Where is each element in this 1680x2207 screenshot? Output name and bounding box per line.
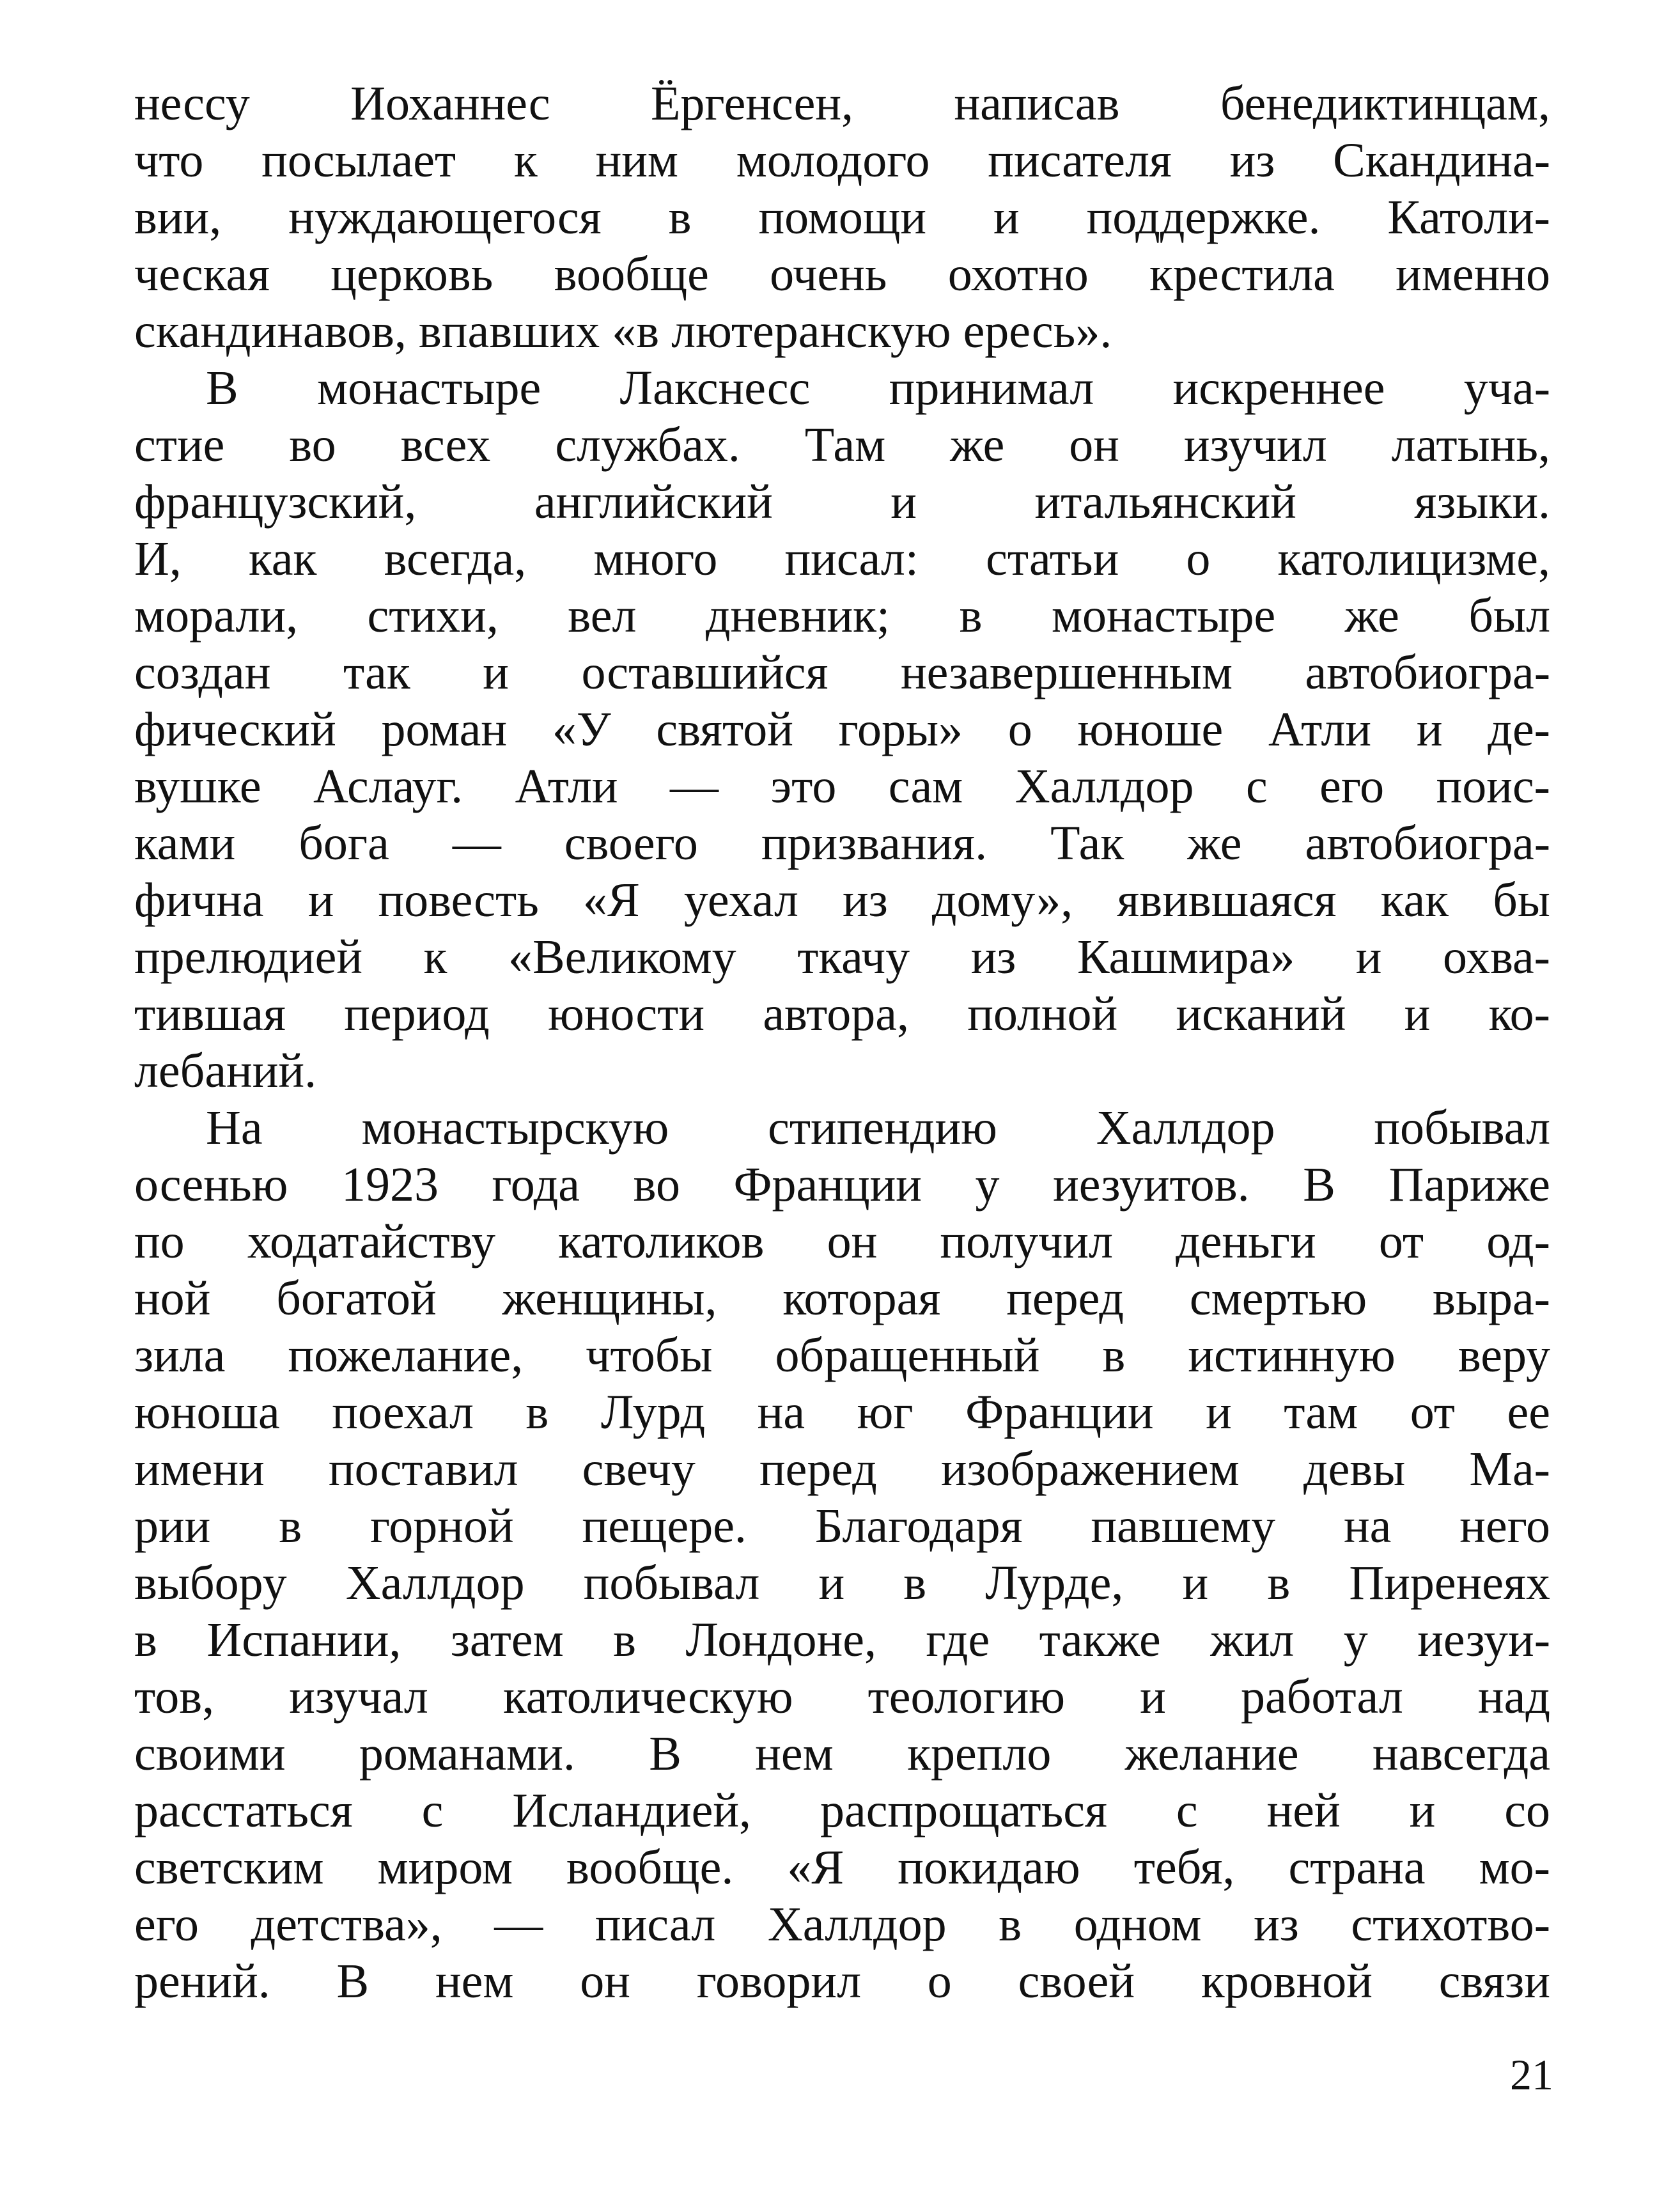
- text-line: прелюдией к «Великому ткачу из Кашмира» и охва-: [134, 930, 1550, 984]
- text-line: тившая период юности автора, полной исканий и ко-: [134, 987, 1550, 1041]
- text-line: имени поставил свечу перед изображением девы Ма-: [134, 1442, 1550, 1496]
- text-line: лебаний.: [134, 1044, 317, 1098]
- text-line: по ходатайству католиков он получил деньги от од-: [134, 1215, 1550, 1268]
- text-line: французский, английский и итальянский языки.: [134, 475, 1550, 529]
- page-text: [134, 75, 1550, 2010]
- text-line: вии, нуждающегося в помощи и поддержке. Католи-: [134, 191, 1550, 244]
- text-line: создан так и оставшийся незавершенным автобиогра-: [134, 646, 1550, 699]
- text-line: фический роман «У святой горы» о юноше Атли и де-: [134, 703, 1550, 756]
- text-line: В монастыре Лакснесс принимал искреннее уча-: [206, 361, 1550, 415]
- text-line: тов, изучал католическую теологию и работал над: [134, 1670, 1550, 1724]
- text-line: И, как всегда, много писал: статьи о католицизме,: [134, 532, 1550, 586]
- text-line: фична и повесть «Я уехал из дому», явившаяся как бы: [134, 873, 1550, 927]
- text-line: ками бога — своего призвания. Так же автобиогра-: [134, 816, 1550, 870]
- paragraph: [134, 75, 1550, 360]
- text-line: осенью 1923 года во Франции у иезуитов. В Париже: [134, 1158, 1550, 1212]
- text-line: ческая церковь вообще очень охотно крестила именно: [134, 247, 1550, 301]
- text-line: скандинавов, впавших «в лютеранскую ересь».: [134, 304, 1112, 358]
- paragraph: [134, 360, 1550, 1100]
- text-line: расстаться с Исландией, распрощаться с ней и со: [134, 1784, 1550, 1837]
- text-line: На монастырскую стипендию Халлдор побывал: [206, 1101, 1550, 1155]
- text-line: выбору Халлдор побывал и в Лурде, и в Пиренеях: [134, 1556, 1550, 1610]
- text-line: своими романами. В нем крепло желание навсегда: [134, 1727, 1550, 1781]
- text-line: рений. В нем он говорил о своей кровной связи: [134, 1954, 1550, 2008]
- text-line: стие во всех службах. Там же он изучил латынь,: [134, 418, 1550, 472]
- text-line: морали, стихи, вел дневник; в монастыре же был: [134, 589, 1550, 643]
- text-line: его детства», — писал Халлдор в одном из стихотво-: [134, 1898, 1550, 1951]
- text-line: вушке Аслауг. Атли — это сам Халлдор с его поис-: [134, 760, 1550, 813]
- text-line: нессу Иоханнес Ёргенсен, написав бенедиктинцам,: [134, 77, 1550, 130]
- text-line: в Испании, затем в Лондоне, где также жил у иезуи-: [134, 1613, 1550, 1667]
- text-line: рии в горной пещере. Благодаря павшему на него: [134, 1499, 1550, 1553]
- text-line: юноша поехал в Лурд на юг Франции и там от ее: [134, 1385, 1550, 1439]
- text-line: светским миром вообще. «Я покидаю тебя, страна мо-: [134, 1841, 1550, 1894]
- paragraph: [134, 1100, 1550, 2010]
- text-line: ной богатой женщины, которая перед смертью выра-: [134, 1272, 1550, 1325]
- page-number: 21: [1510, 2050, 1553, 2099]
- text-line: зила пожелание, чтобы обращенный в истинную веру: [134, 1329, 1550, 1382]
- text-line: что посылает к ним молодого писателя из Скандина-: [134, 134, 1550, 187]
